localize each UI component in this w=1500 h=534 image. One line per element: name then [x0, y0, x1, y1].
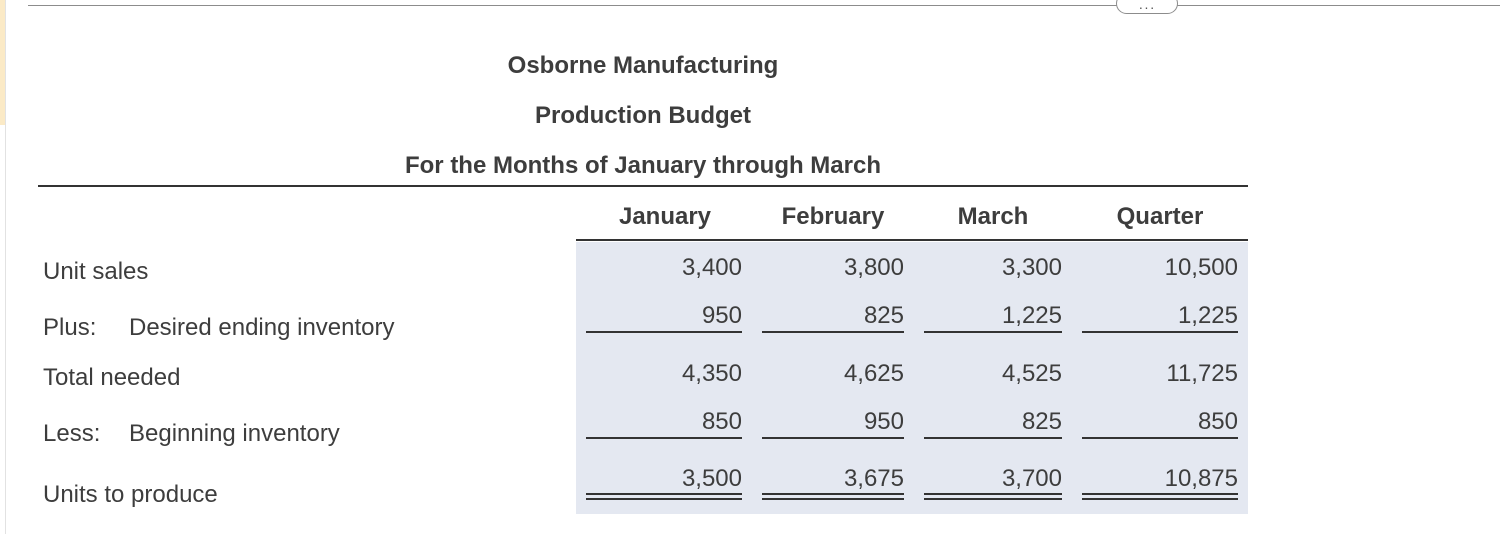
company-name: Osborne Manufacturing [507, 52, 779, 79]
single-underline [762, 437, 904, 439]
column-header-january: January [618, 203, 712, 230]
double-underline-bottom [762, 498, 904, 500]
single-underline [924, 331, 1062, 333]
cell-unit-sales-february: 3,800 [843, 254, 904, 281]
column-header-rule [576, 239, 1248, 241]
cell-ending-inventory-quarter: 1,225 [1177, 302, 1238, 329]
cell-total-needed-quarter: 11,725 [1166, 360, 1238, 387]
single-underline [586, 437, 742, 439]
cell-total-needed-february: 4,625 [843, 360, 904, 387]
cell-beginning-inventory-february: 950 [863, 408, 904, 435]
single-underline [1082, 331, 1238, 333]
top-divider [28, 5, 1500, 6]
double-underline-top [762, 493, 904, 495]
cell-units-to-produce-january: 3,500 [681, 465, 742, 492]
row-prefix-less: Less: [43, 420, 101, 447]
cell-ending-inventory-february: 825 [863, 302, 904, 329]
row-label-ending-inventory: Plus: Desired ending inventory [43, 314, 395, 341]
cell-beginning-inventory-march: 825 [1021, 408, 1062, 435]
cell-units-to-produce-march: 3,700 [1001, 465, 1062, 492]
left-border [5, 0, 6, 534]
double-underline-top [1082, 493, 1238, 495]
row-label-beginning-inventory: Less: Beginning inventory [43, 420, 340, 447]
single-underline [762, 331, 904, 333]
cell-unit-sales-january: 3,400 [681, 254, 742, 281]
cell-total-needed-march: 4,525 [1001, 360, 1062, 387]
single-underline [586, 331, 742, 333]
cell-ending-inventory-january: 950 [701, 302, 742, 329]
cell-total-needed-january: 4,350 [681, 360, 742, 387]
cell-units-to-produce-quarter: 10,875 [1164, 465, 1238, 492]
cell-ending-inventory-march: 1,225 [1001, 302, 1062, 329]
header-rule [38, 185, 1248, 187]
column-header-march: March [957, 203, 1029, 230]
statement-period: For the Months of January through March [404, 152, 881, 179]
single-underline [924, 437, 1062, 439]
cell-beginning-inventory-quarter: 850 [1197, 408, 1238, 435]
column-header-february: February [781, 203, 885, 230]
double-underline-top [586, 493, 742, 495]
row-label-unit-sales: Unit sales [43, 258, 149, 285]
single-underline [1082, 437, 1238, 439]
double-underline-bottom [586, 498, 742, 500]
cell-unit-sales-march: 3,300 [1001, 254, 1062, 281]
row-label-units-to-produce: Units to produce [43, 481, 218, 508]
row-prefix-plus: Plus: [43, 314, 97, 341]
cell-units-to-produce-february: 3,675 [843, 465, 904, 492]
more-options-button[interactable]: ··· [1116, 0, 1178, 14]
double-underline-bottom [924, 498, 1062, 500]
double-underline-top [924, 493, 1062, 495]
statement-title: Production Budget [535, 102, 751, 129]
cell-beginning-inventory-january: 850 [701, 408, 742, 435]
cell-unit-sales-quarter: 10,500 [1164, 254, 1238, 281]
column-header-quarter: Quarter [1116, 203, 1204, 230]
double-underline-bottom [1082, 498, 1238, 500]
row-label-total-needed: Total needed [43, 364, 181, 391]
